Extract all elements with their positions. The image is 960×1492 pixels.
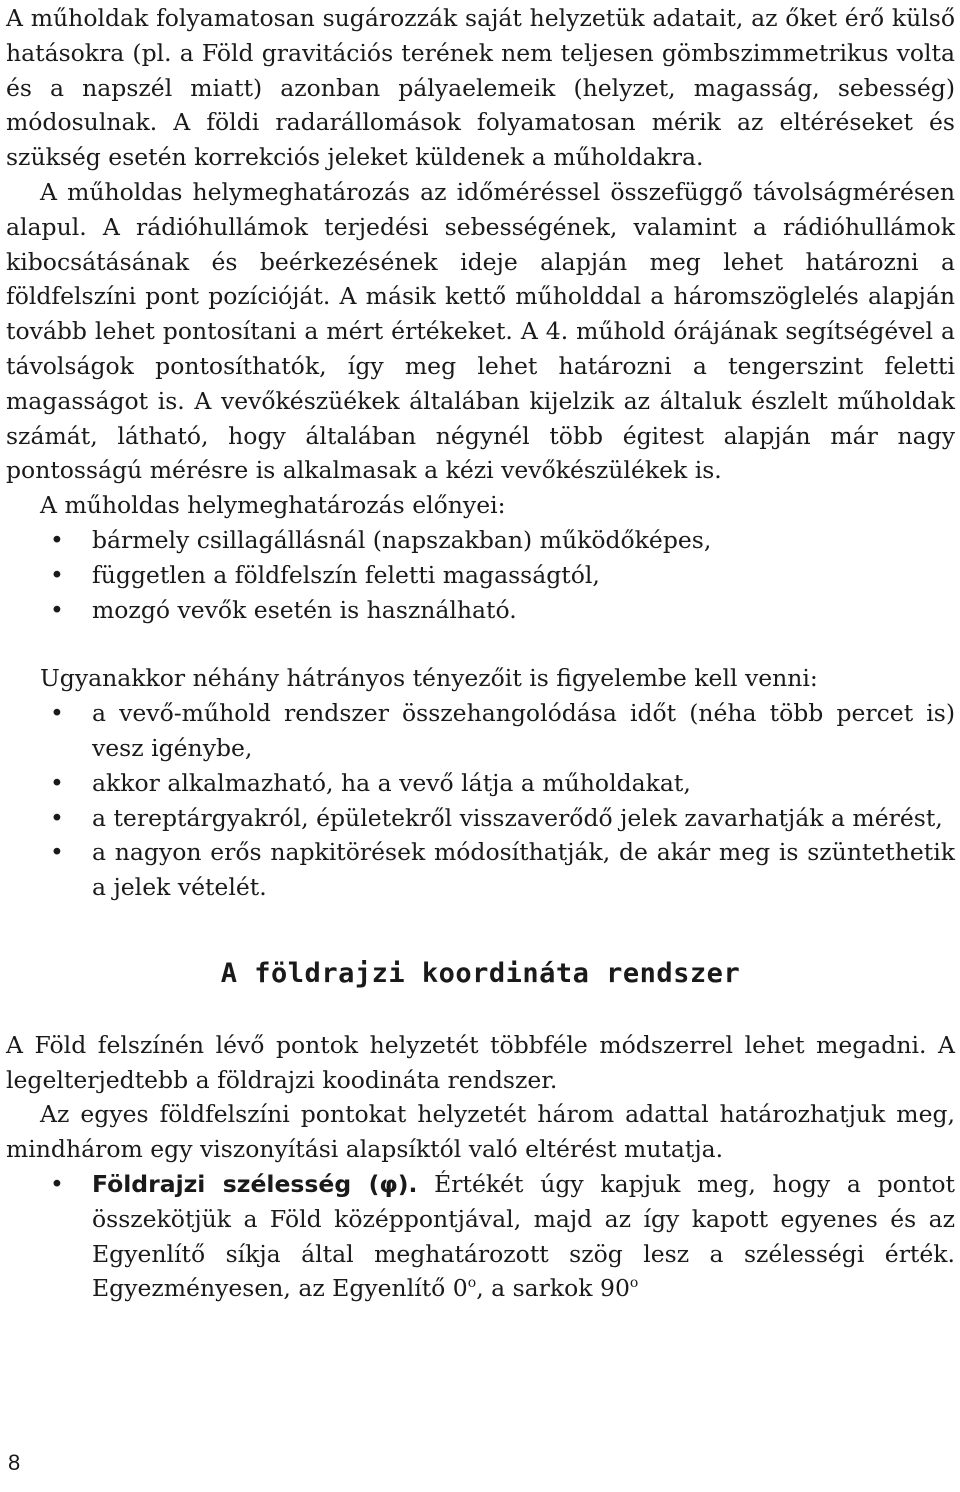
coordinates-list <box>6 1167 955 1306</box>
disadvantages-intro: Ugyanakkor néhány hátrányos tényezőit is figyelembe kell venni: <box>40 664 818 693</box>
degree-symbol: o <box>629 1275 639 1292</box>
latitude-text-2: , a sarkok 90 <box>476 1274 630 1303</box>
list-item: • bármely csillagállásnál (napszakban) működőképes, <box>6 523 955 558</box>
list-item: • a vevő-műhold rendszer összehangolódása időt (néha több percet is) vesz igénybe, <box>6 696 955 766</box>
list-item: • független a földfelszín feletti magasságtól, <box>6 558 955 593</box>
paragraph-coordinate-methods: A Föld felszínén lévő pontok helyzetét többféle módszerrel lehet megadni. A legelterjedtebb a földrajzi koodináta rendszer. <box>6 1030 955 1094</box>
latitude-term: Földrajzi szélesség (φ). <box>92 1169 418 1198</box>
list-item: • akkor alkalmazható, ha a vevő látja a műholdakat, <box>6 766 955 801</box>
page-number: 8 <box>8 1450 21 1475</box>
degree-symbol: o <box>467 1275 477 1292</box>
paragraph-distance-measurement: A műholdas helymeghatározás az időméréssel összefüggő távolságmérésen alapul. A rádióhullámok terjedési sebességének, valamint a rádióhullámok kibocsátásának és beérkezésének ideje alapján meg lehet határozni a földfelszíni pont pozícióját. A másik kettő műholddal a háromszöglelés alapján tovább lehet pontosítani a mért értékeket. A 4. műhold órájának segítségével a távolságok pontosíthatók, így meg lehet határozni a tengerszint feletti magasságot is. A vevőkészüékek általában kijelzik az általuk észlelt műholdak számát, látható, hogy általában négynél több égitest alapján már nagy pontosságú mérésre is alkalmasak a kézi vevőkészülékek is. <box>6 177 955 485</box>
latitude-text: Értékét úgy kapjuk meg, hogy a pontot összekötjük a Föld középpontjával, majd az így kapott egyenes és az Egyenlítő síkja által meghatározott szög lesz a szélességi érték. Egyezményesen, az Egyenlítő 0 <box>92 1169 955 1303</box>
list-item: • a nagyon erős napkitörések módosíthatják, de akár meg is szüntethetik a jelek vételét. <box>6 835 955 905</box>
document-page <box>6 0 955 1306</box>
disadvantages-list <box>6 696 955 905</box>
paragraph-three-data: Az egyes földfelszíni pontokat helyzetét három adattal határozhatjuk meg, mindhárom egy viszonyítási alapsíktól való eltérést mutatja. <box>6 1100 955 1164</box>
list-item: • mozgó vevők esetén is használható. <box>6 593 955 628</box>
list-item: • a tereptárgyakról, épületekről visszaverődő jelek zavarhatják a mérést, <box>6 801 955 836</box>
advantages-intro: A műholdas helymeghatározás előnyei: <box>40 491 506 520</box>
advantages-list <box>6 523 955 627</box>
list-item-latitude <box>6 1167 955 1306</box>
section-heading: A földrajzi koordináta rendszer <box>220 957 741 989</box>
paragraph-satellite-corrections: A műholdak folyamatosan sugározzák saját helyzetük adatait, az őket érő külső hatásokra (pl. a Föld gravitációs terének nem teljesen gömbszimmetrikus volta és a napszél miatt) azonban pályaelemeik (helyzet, magasság, sebesség) módosulnak. A földi radarállomások folyamatosan mérik az eltéréseket és szükség esetén korrekciós jeleket küldenek a műholdakra. <box>6 4 955 172</box>
